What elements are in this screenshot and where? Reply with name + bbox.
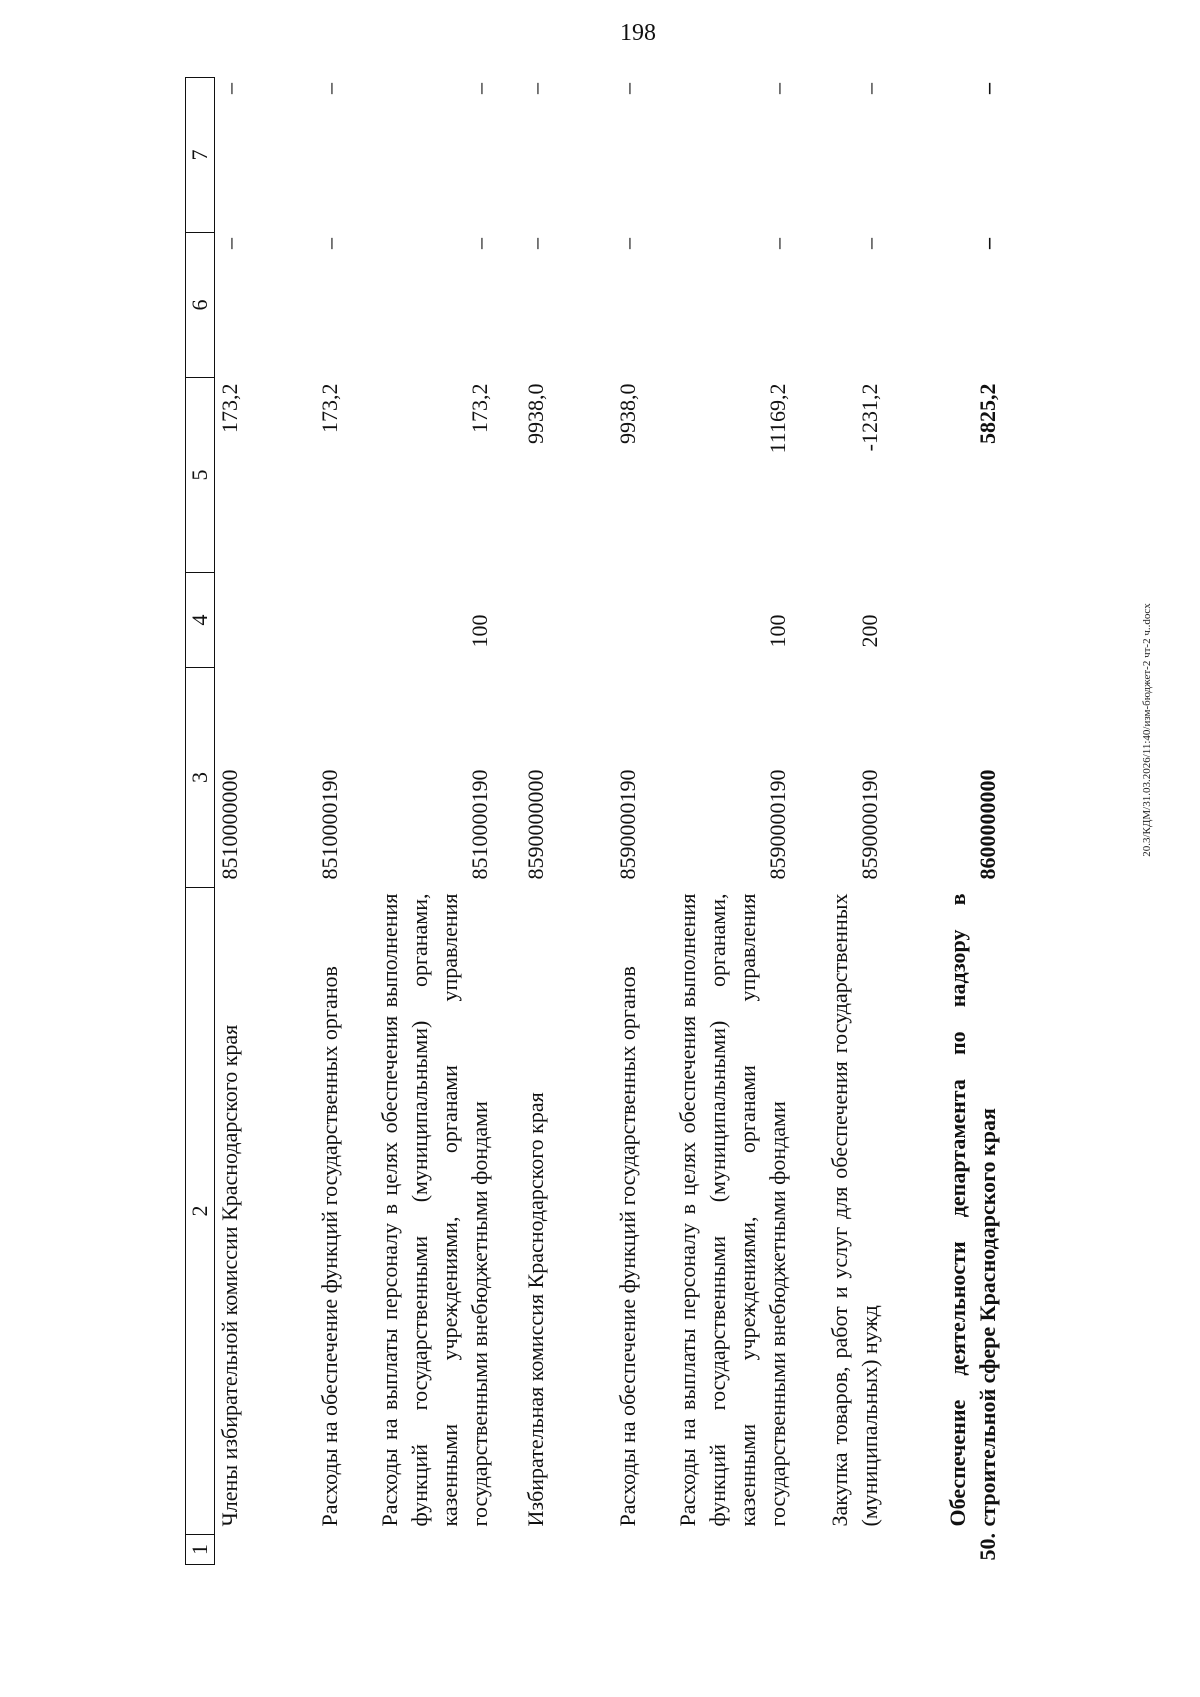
- row-expense-type: [215, 573, 254, 668]
- dash-mark: –: [523, 83, 548, 94]
- row-target-code: 8510000190: [317, 769, 342, 880]
- dash-mark: –: [975, 238, 1000, 249]
- table-row: [885, 78, 1003, 1565]
- row-target-code: 8600000000: [975, 769, 1000, 880]
- row-expense-type: [495, 573, 551, 668]
- row-col6: [643, 233, 793, 378]
- page-number: 198: [620, 20, 656, 46]
- header-col-3: 3: [186, 668, 215, 888]
- dash-mark: –: [317, 83, 342, 94]
- row-target-code: 8510000190: [467, 769, 492, 880]
- row-number: [495, 1535, 551, 1565]
- row-col7: [215, 78, 254, 233]
- row-name: Члены избирательной комиссии Краснодарского края: [217, 1024, 242, 1527]
- row-number: [551, 1535, 643, 1565]
- row-name: Расходы на обеспечение функций государственных органов: [317, 966, 342, 1527]
- row-target-code: 8590000000: [523, 769, 548, 880]
- row-number: [345, 1535, 495, 1565]
- dash-mark: –: [615, 83, 640, 94]
- header-row: [186, 78, 215, 1565]
- row-name: Обеспечение деятельности департамента по надзору в строительной сфере Краснодарского края: [945, 893, 1000, 1527]
- row-col6: [495, 233, 551, 378]
- row-amount: 173,2: [317, 383, 342, 433]
- row-amount: 11169,2: [765, 383, 790, 454]
- row-number: [215, 1535, 254, 1565]
- row-col6: [253, 233, 345, 378]
- row-number: [253, 1535, 345, 1565]
- dash-mark: –: [467, 83, 492, 94]
- row-target-code: 8590000190: [615, 769, 640, 880]
- row-name: Расходы на обеспечение функций государственных органов: [615, 966, 640, 1527]
- row-amount: 5825,2: [975, 383, 1000, 444]
- row-col7: [643, 78, 793, 233]
- budget-table: [185, 77, 1003, 1565]
- dash-mark: –: [615, 238, 640, 249]
- row-target-code: 8590000190: [857, 769, 882, 880]
- dash-mark: –: [857, 238, 882, 249]
- row-target-code: 8590000190: [765, 769, 790, 880]
- row-amount: 173,2: [217, 383, 242, 433]
- row-col7: [253, 78, 345, 233]
- row-expense-type: [253, 573, 345, 668]
- dash-mark: –: [217, 83, 242, 94]
- row-expense-type: 100: [467, 614, 492, 648]
- footer-file-code-text: 20.3/КДМ/31.03.2026/11:40/изм-бюджет-2 чт-2 ч..docx: [1141, 603, 1153, 857]
- row-col6: [885, 233, 1003, 378]
- dash-mark: –: [857, 83, 882, 94]
- row-col7: [495, 78, 551, 233]
- header-col-1: 1: [186, 1535, 215, 1565]
- row-col7: [551, 78, 643, 233]
- row-col6: [551, 233, 643, 378]
- row-amount: 9938,0: [523, 383, 548, 444]
- header-col-6: 6: [186, 233, 215, 378]
- budget-table-container: [185, 78, 1105, 1565]
- row-expense-type: [885, 573, 1003, 668]
- row-name: Расходы на выплаты персоналу в целях обеспечения выполнения функций государственными (муниципальными) органами, казенными учреждениями, органами управления государственными внебюджетными фондами: [377, 893, 492, 1527]
- header-col-5: 5: [186, 378, 215, 573]
- header-col-4: 4: [186, 573, 215, 668]
- dash-mark: –: [765, 238, 790, 249]
- row-name: Расходы на выплаты персоналу в целях обеспечения выполнения функций государственными (муниципальными) органами, казенными учреждениями, органами управления государственными внебюджетными фондами: [675, 893, 790, 1527]
- dash-mark: –: [765, 83, 790, 94]
- dash-mark: –: [317, 238, 342, 249]
- table-row: [215, 78, 254, 1565]
- row-col6: [215, 233, 254, 378]
- header-col-2: 2: [186, 888, 215, 1535]
- dash-mark: –: [975, 83, 1000, 94]
- row-amount: 173,2: [467, 383, 492, 433]
- row-expense-type: 200: [857, 614, 882, 648]
- row-col7: [885, 78, 1003, 233]
- row-amount: 9938,0: [615, 383, 640, 444]
- dash-mark: –: [523, 238, 548, 249]
- row-number: [643, 1535, 793, 1565]
- footer-file-code: [1137, 90, 1157, 1370]
- row-number: 50.: [975, 1533, 1000, 1561]
- dash-mark: –: [467, 238, 492, 249]
- row-name: Избирательная комиссия Краснодарского края: [523, 1092, 548, 1527]
- row-name: Закупка товаров, работ и услуг для обеспечения государственных (муниципальных) нужд: [827, 893, 882, 1527]
- header-col-7: 7: [186, 78, 215, 233]
- dash-mark: –: [217, 238, 242, 249]
- table-row: [551, 78, 643, 1565]
- row-target-code: 8510000000: [217, 769, 242, 880]
- row-number: [793, 1535, 885, 1565]
- row-amount: -1231,2: [857, 383, 882, 452]
- row-expense-type: [551, 573, 643, 668]
- table-row: [793, 78, 885, 1565]
- table-row: [345, 78, 495, 1565]
- table-row: [643, 78, 793, 1565]
- row-col7: [345, 78, 495, 233]
- row-expense-type: 100: [765, 614, 790, 648]
- row-col6: [345, 233, 495, 378]
- table-row: [253, 78, 345, 1565]
- row-col6: [793, 233, 885, 378]
- row-col7: [793, 78, 885, 233]
- table-row: [495, 78, 551, 1565]
